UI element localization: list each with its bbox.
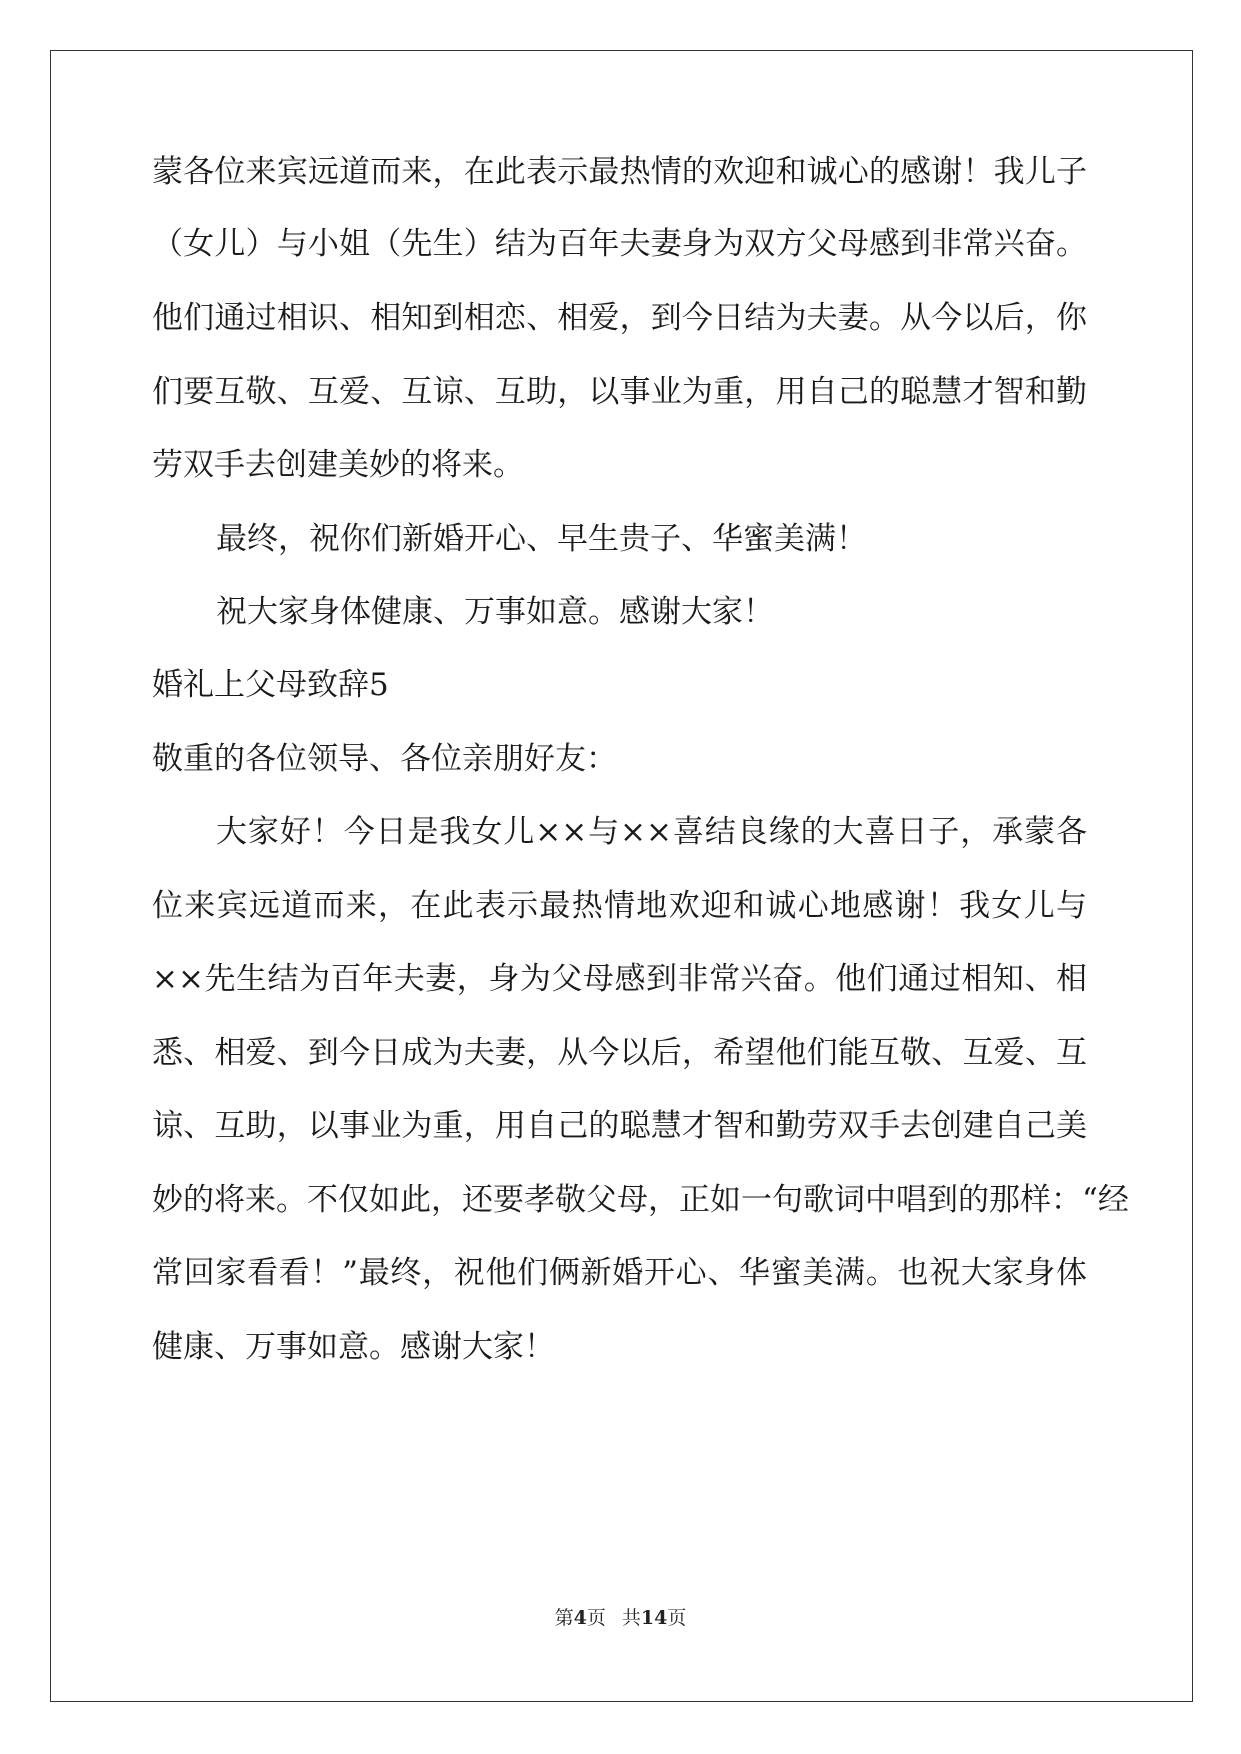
page-suffix: 页 [586,1607,606,1629]
paragraph-line: 大家好！今日是我女儿××与××喜结良缘的大喜日子，承蒙各 [216,814,1087,850]
paragraph-line: 祝大家身体健康、万事如意。感谢大家！ [216,594,774,630]
salutation: 敬重的各位领导、各位亲朋好友： [152,741,617,777]
paragraph-line: ××先生结为百年夫妻，身为父母感到非常兴奋。他们通过相知、相 [152,961,1087,997]
total-suffix: 页 [667,1607,687,1629]
paragraph-line: 悉、相爱、到今日成为夫妻，从今以后，希望他们能互敬、互爱、互 [152,1035,1087,1071]
paragraph-line: 劳双手去创建美妙的将来。 [152,447,524,483]
paragraph-line: 们要互敬、互爱、互谅、互助，以事业为重，用自己的聪慧才智和勤 [152,374,1087,410]
paragraph-line: （女儿）与小姐（先生）结为百年夫妻身为双方父母感到非常兴奋。 [152,226,1087,262]
total-prefix: 共 [621,1607,641,1629]
page-footer [0,1606,1241,1630]
page-prefix: 第 [554,1607,574,1629]
paragraph-line: 蒙各位来宾远道而来，在此表示最热情的欢迎和诚心的感谢！我儿子 [152,154,1087,190]
paragraph-line: 妙的将来。不仅如此，还要孝敬父母，正如一句歌词中唱到的那样：“经 [152,1182,1129,1218]
section-heading: 婚礼上父母致辞5 [152,667,389,703]
paragraph-line: 位来宾远道而来，在此表示最热情地欢迎和诚心地感谢！我女儿与 [152,888,1087,924]
paragraph-line: 谅、互助，以事业为重，用自己的聪慧才智和勤劳双手去创建自己美 [152,1108,1087,1144]
paragraph-line: 常回家看看！”最终，祝他们俩新婚开心、华蜜美满。也祝大家身体 [152,1255,1087,1291]
paragraph-line: 健康、万事如意。感谢大家！ [152,1329,555,1365]
total-pages: 14 [640,1607,668,1629]
paragraph-line: 最终，祝你们新婚开心、早生贵子、华蜜美满！ [216,521,867,557]
paragraph-line: 他们通过相识、相知到相恋、相爱，到今日结为夫妻。从今以后，你 [152,300,1087,336]
page-number: 4 [573,1607,587,1629]
